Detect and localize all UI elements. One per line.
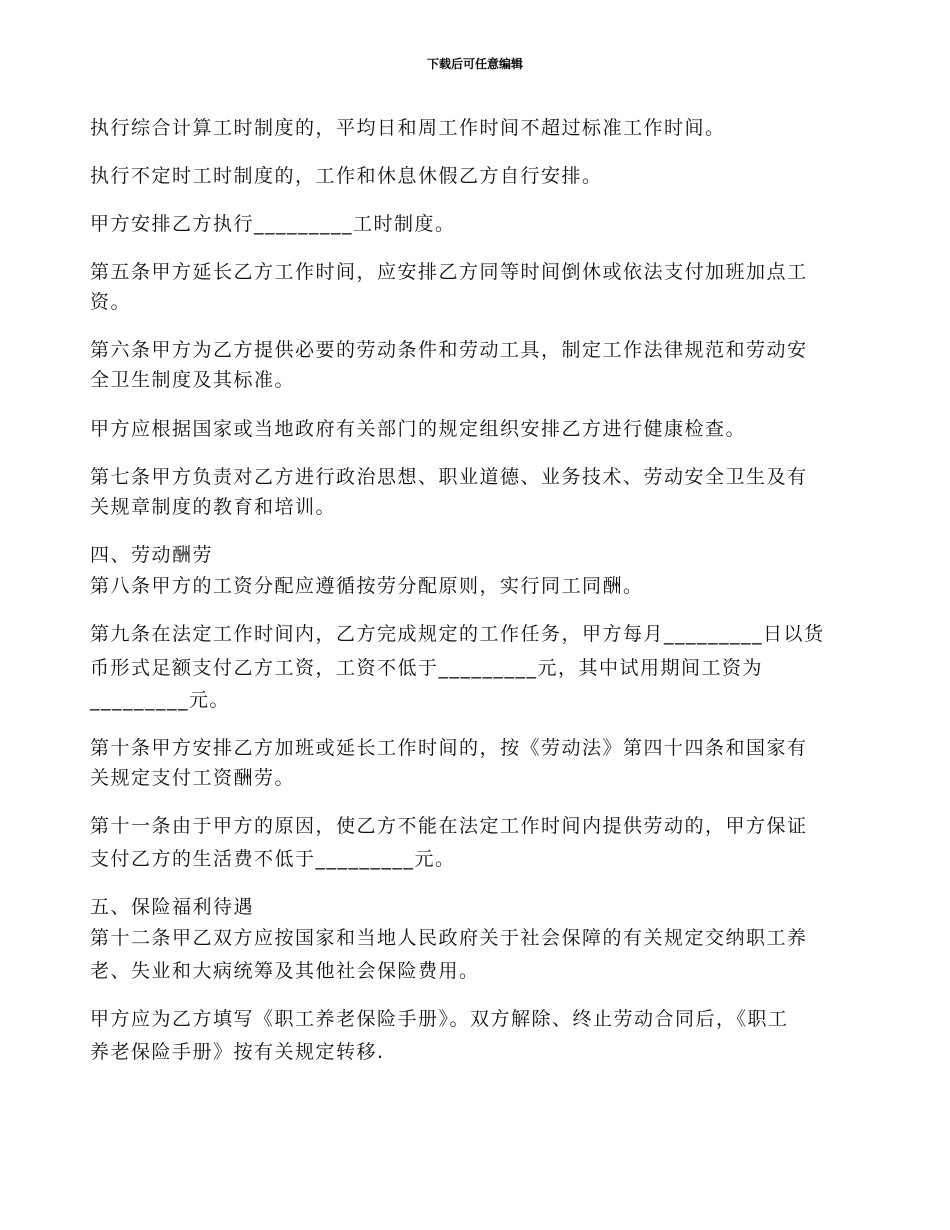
section-heading: 五、保险福利待遇 <box>90 896 255 918</box>
text-line: 资。 <box>90 291 132 313</box>
text-line: 第五条甲方延长乙方工作时间，应安排乙方同等时间倒休或依法支付加班加点工 <box>90 261 808 283</box>
text-line: 第十条甲方安排乙方加班或延长工作时间的，按《劳动法》第四十四条和国家有 <box>90 737 808 759</box>
text-line: 甲方应根据国家或当地政府有关部门的规定组织安排乙方进行健康检查。 <box>90 418 747 440</box>
text-line: 关规章制度的教育和培训。 <box>90 496 337 518</box>
text-line: 执行不定时工时制度的，工作和休息休假乙方自行安排。 <box>90 165 603 187</box>
text-line: 第八条甲方的工资分配应遵循按劳分配原则，实行同工同酬。 <box>90 575 644 597</box>
text-line: 关规定支付工资酬劳。 <box>90 767 296 789</box>
text-line: 第六条甲方为乙方提供必要的劳动条件和劳动工具，制定工作法律规范和劳动安 <box>90 339 808 361</box>
text-line: 第十一条由于甲方的原因，使乙方不能在法定工作时间内提供劳动的，甲方保证 <box>90 815 808 837</box>
text-line: 甲方安排乙方执行_________工时制度。 <box>90 213 456 235</box>
text-line: 第七条甲方负责对乙方进行政治思想、职业道德、业务技术、劳动安全卫生及有 <box>90 466 808 488</box>
text-line: 老、失业和大病统筹及其他社会保险费用。 <box>90 960 480 982</box>
section-heading: 四、劳动酬劳 <box>90 544 214 566</box>
text-line: 全卫生制度及其标准。 <box>90 369 296 391</box>
text-line: 第九条在法定工作时间内，乙方完成规定的工作任务，甲方每月_________日以货 <box>90 623 825 645</box>
text-line: _________元。 <box>90 689 231 711</box>
page-header: 下载后可任意编辑 <box>426 57 523 71</box>
text-line: 第十二条甲乙双方应按国家和当地人民政府关于社会保障的有关规定交纳职工养 <box>90 927 808 949</box>
text-line: 甲方应为乙方填写《职工养老保险手册》。双方解除、终止劳动合同后，《职工 <box>90 1008 789 1030</box>
text-line: 币形式足额支付乙方工资，工资不低于_________元，其中试用期间工资为 <box>90 657 764 679</box>
text-line: 养老保险手册》按有关规定转移. <box>90 1041 385 1063</box>
text-line: 支付乙方的生活费不低于_________元。 <box>90 848 456 870</box>
text-line: 执行综合计算工时制度的，平均日和周工作时间不超过标准工作时间。 <box>90 117 726 139</box>
